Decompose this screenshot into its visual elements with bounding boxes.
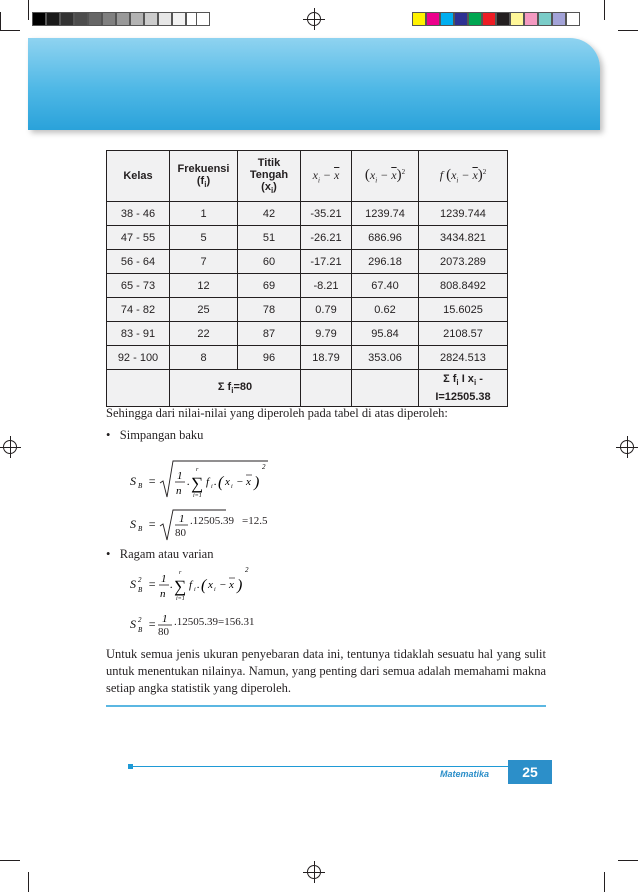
svg-text:S: S — [130, 474, 136, 488]
formula-varian-graphic — [130, 562, 270, 610]
svg-text:B: B — [138, 525, 143, 533]
table-cell-fd2: 2073.289 — [419, 250, 508, 274]
table-cell-f: 22 — [170, 322, 238, 346]
table-cell-fd2: 2108.57 — [419, 322, 508, 346]
table-cell-x: 69 — [238, 274, 301, 298]
table-cell-d: -35.21 — [301, 202, 352, 226]
table-cell-x: 42 — [238, 202, 301, 226]
table-row — [107, 250, 508, 274]
svg-text:B: B — [138, 586, 143, 594]
svg-text:=: = — [148, 474, 157, 488]
svg-text:S: S — [130, 577, 136, 591]
table-cell-kelas: 56 - 64 — [107, 250, 170, 274]
svg-text:.: . — [187, 474, 190, 488]
footer-line — [130, 766, 510, 767]
sum-frequency: Σ $f_i=80$ — [170, 370, 301, 407]
table-cell-d2: 67.40 — [352, 274, 419, 298]
svg-text:=: = — [148, 517, 157, 531]
svg-text:f: f — [189, 579, 193, 591]
table-cell-d: 18.79 — [301, 346, 352, 370]
formula-varian — [130, 562, 270, 614]
svg-text:r: r — [179, 570, 182, 576]
table-cell-d: -17.21 — [301, 250, 352, 274]
svg-text:=: = — [148, 617, 157, 631]
table-cell-kelas: 92 - 100 — [107, 346, 170, 370]
page-number: 25 — [508, 760, 552, 784]
table-cell-x: 96 — [238, 346, 301, 370]
table-row — [107, 322, 508, 346]
bullet-icon: • — [106, 428, 111, 442]
table-cell-x: 51 — [238, 226, 301, 250]
svg-text:1: 1 — [161, 573, 167, 585]
header-deviation: $x_i - \overline{x}$ — [301, 151, 352, 202]
svg-text:=: = — [148, 577, 157, 591]
table-cell-x: 87 — [238, 322, 301, 346]
formula-varian-result: S 2 B = 1 80 .12505.39=156.31 — [130, 612, 190, 646]
table-cell-kelas: 38 - 46 — [107, 202, 170, 226]
table-cell-d: 0.79 — [301, 298, 352, 322]
bullet-icon: • — [106, 547, 111, 561]
svg-text:S: S — [130, 517, 136, 531]
svg-text:2: 2 — [138, 576, 142, 584]
svg-text:i: i — [194, 587, 196, 593]
table-cell-kelas: 83 - 91 — [107, 322, 170, 346]
svg-text:i: i — [231, 484, 233, 490]
sum-empty-cell — [301, 370, 352, 407]
svg-text:∑: ∑ — [174, 577, 187, 596]
svg-text:f: f — [206, 476, 210, 488]
svg-text:(: ( — [218, 474, 224, 491]
sum-empty-cell — [107, 370, 170, 407]
header-banner — [28, 38, 600, 130]
table-cell-d2: 296.18 — [352, 250, 419, 274]
svg-text:.: . — [197, 579, 200, 591]
registration-mark-bottom — [307, 865, 321, 879]
frequency-table — [106, 150, 508, 407]
table-row — [107, 274, 508, 298]
svg-text:x: x — [229, 579, 234, 591]
table-cell-f: 1 — [170, 202, 238, 226]
table-row — [107, 298, 508, 322]
svg-text:i=1: i=1 — [193, 493, 202, 499]
svg-text:i: i — [211, 484, 213, 490]
svg-text:∑: ∑ — [191, 474, 204, 493]
table-cell-d: -26.21 — [301, 226, 352, 250]
table-cell-f: 12 — [170, 274, 238, 298]
formula-simpangan-baku-result: S B = 1 80 .12505.39 =12.5 — [130, 508, 330, 550]
svg-text:x: x — [246, 476, 251, 488]
svg-text:n: n — [160, 588, 166, 600]
table-cell-d2: 1239.74 — [352, 202, 419, 226]
svg-text:S: S — [130, 617, 136, 631]
svg-text:−: − — [236, 476, 244, 488]
header-titik-tengah: Titik Tengah $(x_i)$ — [238, 151, 301, 202]
table-cell-f: 8 — [170, 346, 238, 370]
formula-simpangan-baku-graphic — [130, 457, 270, 503]
table-cell-d2: 0.62 — [352, 298, 419, 322]
formula-simpangan-baku — [130, 457, 270, 507]
table-cell-d2: 95.84 — [352, 322, 419, 346]
table-cell-kelas: 47 - 55 — [107, 226, 170, 250]
svg-text:.: . — [214, 476, 217, 488]
svg-text:i=1: i=1 — [176, 596, 185, 602]
svg-text:x: x — [208, 579, 213, 591]
intro-text: Sehingga dari nilai-nilai yang diperoleh pada tabel di atas diperoleh: — [106, 406, 448, 420]
table-cell-fd2: 15.6025 — [419, 298, 508, 322]
header-weighted-deviation-squared: f $(x_i - \overline{x})^2$ — [419, 151, 508, 202]
svg-text:1: 1 — [162, 613, 168, 625]
table-cell-x: 60 — [238, 250, 301, 274]
svg-text:.: . — [170, 577, 173, 591]
svg-text:B: B — [138, 626, 143, 634]
table-cell-fd2: 3434.821 — [419, 226, 508, 250]
header-kelas: Kelas — [107, 151, 170, 202]
table-cell-d: 9.79 — [301, 322, 352, 346]
svg-text:): ) — [254, 474, 260, 491]
table-cell-x: 78 — [238, 298, 301, 322]
table-row — [107, 226, 508, 250]
svg-text:n: n — [176, 485, 182, 497]
svg-text:r: r — [196, 467, 199, 473]
table-cell-d: -8.21 — [301, 274, 352, 298]
sum-weighted-deviation: Σ $f_i$ I $x_i$ - I=12505.38 — [419, 370, 508, 407]
table-row — [107, 202, 508, 226]
svg-text:(: ( — [201, 577, 207, 594]
svg-text:x: x — [225, 476, 230, 488]
table-cell-kelas: 65 - 73 — [107, 274, 170, 298]
registration-mark-right — [620, 440, 634, 454]
svg-text:i: i — [214, 587, 216, 593]
svg-text:2: 2 — [262, 463, 266, 471]
svg-text:1: 1 — [179, 513, 185, 525]
footer-subject-label: Matematika — [440, 769, 490, 779]
closing-paragraph: Untuk semua jenis ukuran penyebaran data ini, tentunya tidaklah sesuatu hal yang sulit untuk menentukan nilainya. Namun, yang penting dari semua adalah memahami makna setiap angka statistik yang diperoleh. — [106, 647, 546, 695]
table-cell-kelas: 74 - 82 — [107, 298, 170, 322]
formula-simpangan-baku-result-graphic — [130, 508, 330, 546]
svg-text:2: 2 — [245, 566, 249, 574]
table-cell-fd2: 2824.513 — [419, 346, 508, 370]
svg-text:): ) — [237, 577, 243, 594]
table-row — [107, 346, 508, 370]
table-cell-f: 25 — [170, 298, 238, 322]
header-deviation-squared: $(x_i - \overline{x})^2$ — [352, 151, 419, 202]
svg-text:B: B — [138, 482, 143, 490]
sum-empty-cell — [352, 370, 419, 407]
table-cell-f: 7 — [170, 250, 238, 274]
svg-text:−: − — [219, 579, 227, 591]
bullet-simpangan-baku: • Simpangan baku — [106, 428, 204, 442]
table-cell-fd2: 808.8492 — [419, 274, 508, 298]
divider-line — [106, 705, 546, 707]
header-frekuensi: Frekuensi $(f_i)$ — [170, 151, 238, 202]
table-cell-d2: 353.06 — [352, 346, 419, 370]
table-cell-f: 5 — [170, 226, 238, 250]
bullet-ragam-varian: • Ragam atau varian — [106, 547, 214, 561]
svg-text:1: 1 — [177, 470, 183, 482]
registration-mark-top — [307, 12, 321, 26]
svg-text:2: 2 — [138, 616, 142, 624]
registration-mark-left — [3, 440, 17, 454]
table-cell-d2: 686.96 — [352, 226, 419, 250]
table-cell-fd2: 1239.744 — [419, 202, 508, 226]
